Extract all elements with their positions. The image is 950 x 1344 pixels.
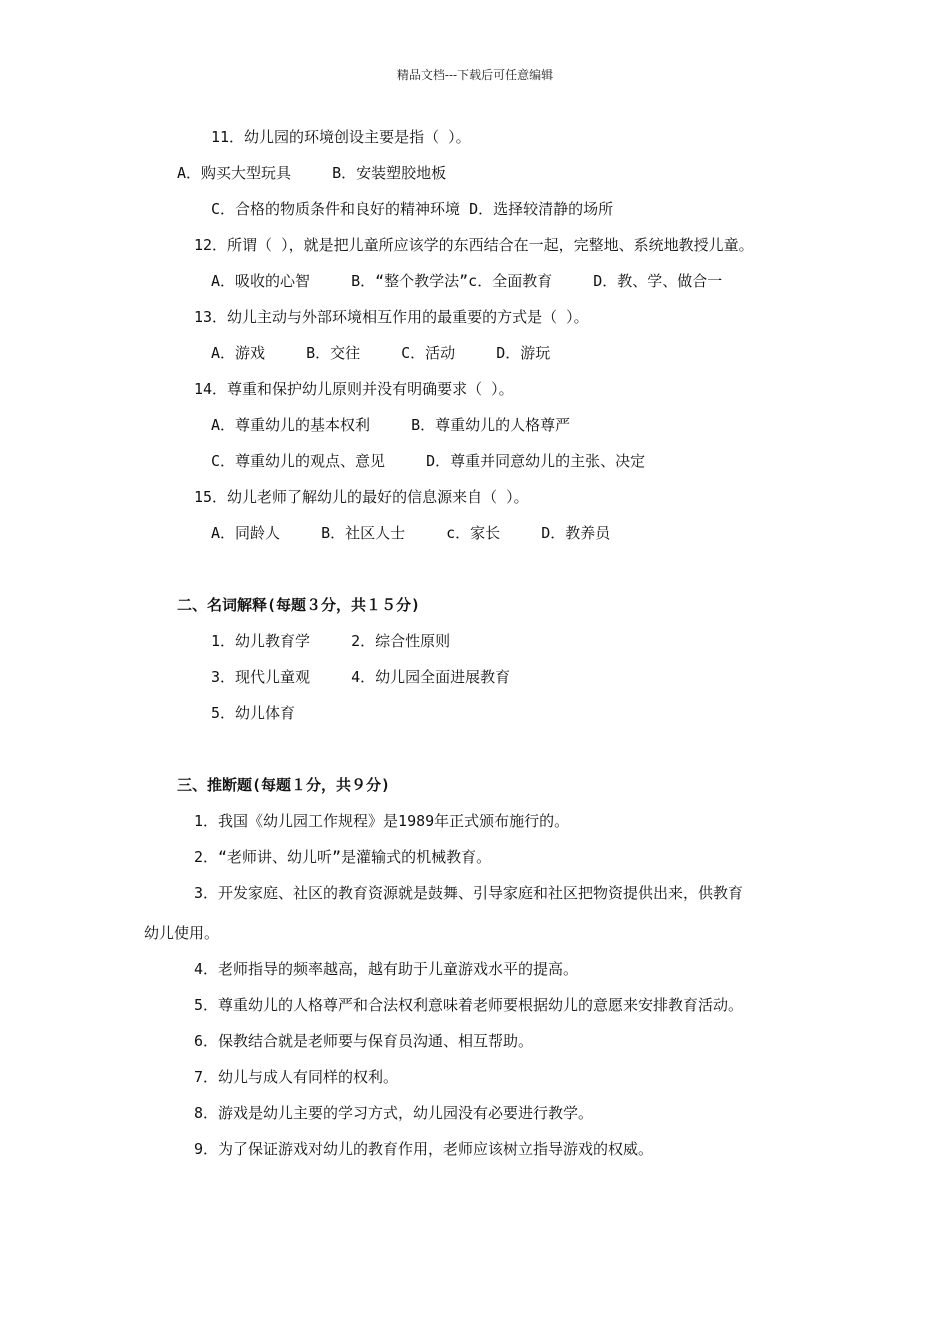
question-12-option-a: A．吸收的心智 xyxy=(211,272,311,290)
judgment-item-2: 2．“老师讲、幼儿听”是灌输式的机械教育。 xyxy=(194,848,492,866)
question-14-option-b: B．尊重幼儿的人格尊严 xyxy=(411,416,571,434)
question-14-option-d: D．尊重并同意幼儿的主张、决定 xyxy=(426,452,646,470)
question-15-option-c: c．家长 xyxy=(446,524,501,542)
judgment-item-4: 4．老师指导的频率越高，越有助于儿童游戏水平的提高。 xyxy=(194,960,579,978)
section-2-title: 二、名词解释(每题３分，共１５分) xyxy=(177,596,421,614)
question-14-stem: 14．尊重和保护幼儿原则并没有明确要求（ ）。 xyxy=(194,380,514,398)
judgment-item-1: 1．我国《幼儿园工作规程》是1989年正式颁布施行的。 xyxy=(194,812,570,830)
question-14-options-cd xyxy=(211,451,645,471)
question-13-option-d: D．游玩 xyxy=(496,344,551,362)
judgment-item-3: 3．开发家庭、社区的教育资源就是鼓舞、引导家庭和社区把物资提供出来，供教育 xyxy=(194,884,744,902)
section-2-row-1 xyxy=(211,631,450,651)
question-12-stem: 12．所谓（ ），就是把儿童所应该学的东西结合在一起，完整地、系统地教授儿童。 xyxy=(194,236,754,254)
judgment-item-8: 8．游戏是幼儿主要的学习方式，幼儿园没有必要进行教学。 xyxy=(194,1104,594,1122)
term-1: 1．幼儿教育学 xyxy=(211,632,311,650)
section-2-row-2 xyxy=(211,667,510,687)
question-11-option-a: A．购买大型玩具 xyxy=(177,164,292,182)
question-13-option-c: C．活动 xyxy=(401,344,456,362)
question-12-option-bc: B．“整个教学法”c．全面教育 xyxy=(351,272,553,290)
question-14-options-ab xyxy=(211,415,570,435)
question-14-option-a: A．尊重幼儿的基本权利 xyxy=(211,416,371,434)
judgment-item-7: 7．幼儿与成人有同样的权利。 xyxy=(194,1068,399,1086)
question-12-options xyxy=(211,271,722,291)
question-15-option-d: D．教养员 xyxy=(541,524,611,542)
question-15-option-b: B．社区人士 xyxy=(321,524,406,542)
question-13-options xyxy=(211,343,550,363)
judgment-item-9: 9．为了保证游戏对幼儿的教育作用，老师应该树立指导游戏的权威。 xyxy=(194,1140,654,1158)
question-14-option-c: C．尊重幼儿的观点、意见 xyxy=(211,452,386,470)
question-13-option-a: A．游戏 xyxy=(211,344,266,362)
term-4: 4．幼儿园全面进展教育 xyxy=(351,668,511,686)
judgment-item-3-continued: 幼儿使用。 xyxy=(144,924,220,942)
question-11-option-b: B．安装塑胶地板 xyxy=(332,164,447,182)
question-11-stem: 11．幼儿园的环境创设主要是指（ ）。 xyxy=(211,128,471,146)
question-11-options-ab xyxy=(177,163,446,183)
question-12-option-d: D．教、学、做合一 xyxy=(593,272,723,290)
question-15-options xyxy=(211,523,610,543)
question-11-option-cd: C．合格的物质条件和良好的精神环境 D．选择较清静的场所 xyxy=(211,200,614,218)
section-3-title: 三、推断题(每题１分，共９分) xyxy=(177,776,391,794)
judgment-item-6: 6．保教结合就是老师要与保育员沟通、相互帮助。 xyxy=(194,1032,534,1050)
judgment-item-5: 5．尊重幼儿的人格尊严和合法权利意味着老师要根据幼儿的意愿来安排教育活动。 xyxy=(194,996,744,1014)
term-3: 3．现代儿童观 xyxy=(211,668,311,686)
question-13-stem: 13．幼儿主动与外部环境相互作用的最重要的方式是（ ）。 xyxy=(194,308,589,326)
question-13-option-b: B．交往 xyxy=(306,344,361,362)
term-2: 2．综合性原则 xyxy=(351,632,451,650)
question-15-option-a: A．同龄人 xyxy=(211,524,281,542)
page-header: 精品文档---下载后可任意编辑 xyxy=(396,68,554,82)
question-15-stem: 15．幼儿老师了解幼儿的最好的信息源来自（ ）。 xyxy=(194,488,529,506)
term-5: 5．幼儿体育 xyxy=(211,704,296,722)
